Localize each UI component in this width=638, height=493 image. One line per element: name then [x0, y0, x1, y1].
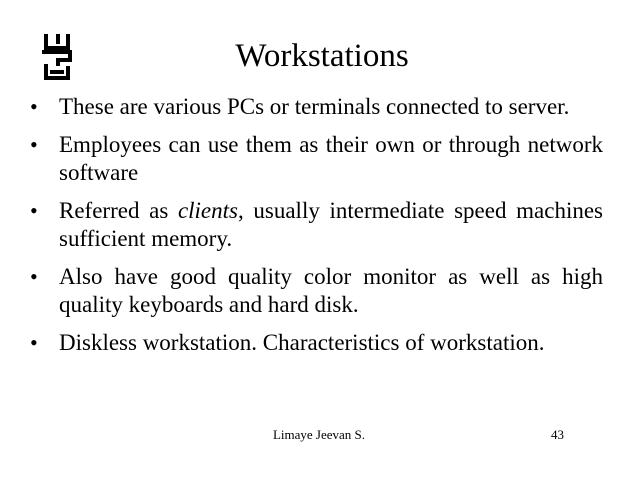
bullet-marker: • [30, 132, 38, 157]
slide-title: Workstations [235, 38, 409, 74]
bullet-item [30, 263, 603, 319]
bullet-list [30, 93, 603, 367]
bullet-text-emphasis: clients [177, 198, 238, 223]
bullet-item [30, 197, 603, 253]
bullet-item [30, 329, 603, 357]
bullet-marker: • [30, 198, 38, 223]
bullet-item [30, 131, 603, 187]
bullet-text [59, 197, 603, 253]
bullet-text: These are various PCs or terminals connected to server. [59, 94, 570, 119]
bullet-text-after: , usually intermediate speed machines sufficient memory. [59, 198, 603, 251]
bullet-text: Also have good quality color monitor as well as high quality keyboards and hard disk. [59, 264, 603, 317]
bullet-text: Diskless workstation. Characteristics of workstation. [59, 330, 545, 355]
bullet-text-before: Referred as [59, 198, 178, 223]
bullet-marker: • [30, 264, 38, 289]
bullet-item [30, 93, 603, 121]
footer-author: Limaye Jeevan S. [272, 427, 366, 442]
bullet-marker: • [30, 94, 38, 119]
bullet-text: Employees can use them as their own or through network software [59, 132, 603, 185]
page-number: 43 [551, 427, 564, 442]
bullet-marker: • [30, 330, 38, 355]
